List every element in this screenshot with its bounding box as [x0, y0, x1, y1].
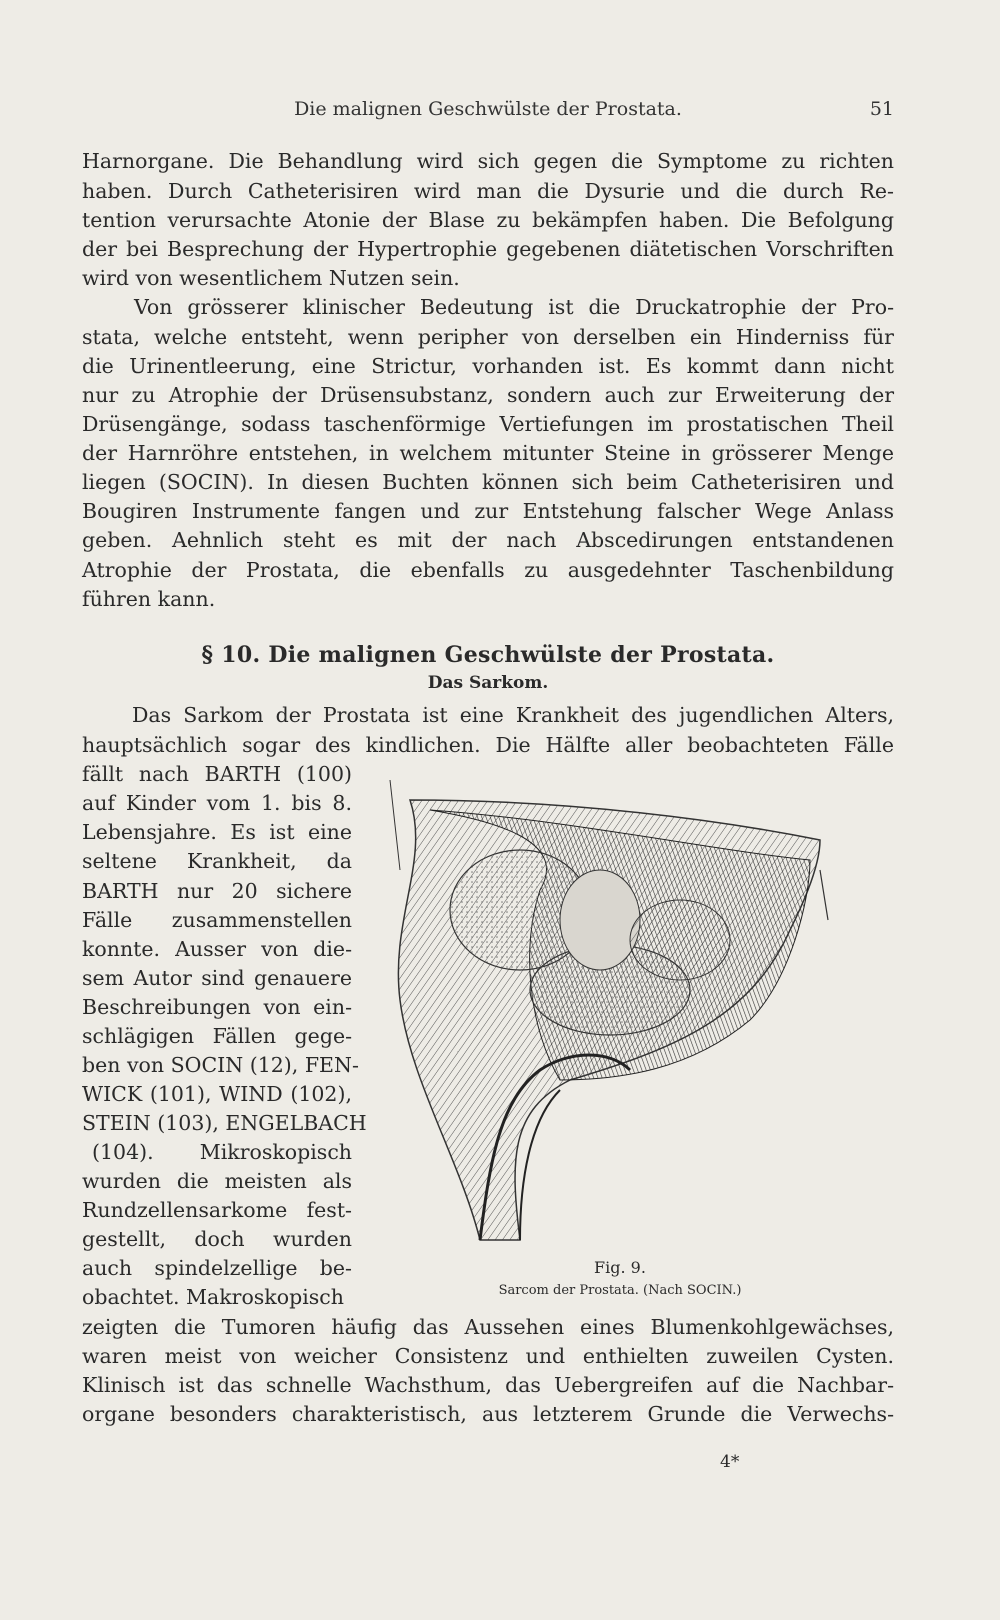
text-line: auf Kinder vom 1. bis 8. — [82, 791, 352, 815]
signature-mark: 4* — [720, 1452, 740, 1472]
text-line: Von grösserer klinischer Bedeutung ist die Druckatrophie der Pro- — [134, 295, 894, 319]
text-line: Bougiren Instrumente fangen und zur Entstehung falscher Wege Anlass — [82, 499, 894, 523]
text-line: zeigten die Tumoren häufig das Aussehen eines Blumenkohlgewächses, — [82, 1315, 894, 1339]
text-line: stata, welche entsteht, wenn peripher von derselben ein Hinderniss für — [82, 325, 894, 349]
prostate-sarcoma-illustration — [370, 780, 870, 1260]
page-number: 51 — [869, 98, 894, 120]
section-subheading: Das Sarkom. — [427, 673, 549, 693]
text-line: organe besonders charakteristisch, aus letzterem Grunde die Verwechs- — [82, 1402, 894, 1426]
text-line: Lebensjahre. Es ist eine — [82, 820, 352, 844]
text-line: gestellt, doch wurden — [82, 1227, 352, 1251]
text-line: fällt nach BARTH (100) — [82, 762, 352, 786]
figure-label: Fig. 9. — [594, 1258, 646, 1277]
text-line: wurden die meisten als — [82, 1169, 352, 1193]
running-title: Die malignen Geschwülste der Prostata. — [294, 98, 682, 120]
text-line: ben von SOCIN (12), FEN- — [82, 1053, 359, 1077]
text-line: wird von wesentlichem Nutzen sein. — [82, 266, 460, 290]
text-line: führen kann. — [82, 587, 216, 611]
running-header — [82, 98, 894, 128]
figure-caption: Sarcom der Prostata. (Nach SOCIN.) — [498, 1283, 742, 1298]
text-line: seltene Krankheit, da — [82, 849, 352, 873]
text-line: Rundzellensarkome fest- — [82, 1198, 352, 1222]
text-line: tention verursachte Atonie der Blase zu bekämpfen haben. Die Befolgung — [82, 208, 894, 232]
text-line: Das Sarkom der Prostata ist eine Krankheit des jugendlichen Alters, — [132, 703, 894, 727]
text-line: (104). Mikroskopisch — [92, 1140, 352, 1164]
text-line: nur zu Atrophie der Drüsensubstanz, sondern auch zur Erweiterung der — [82, 383, 894, 407]
text-line: konnte. Ausser von die- — [82, 937, 352, 961]
text-line: WICK (101), WIND (102), — [82, 1082, 352, 1106]
text-line: STEIN (103), ENGELBACH — [82, 1111, 367, 1135]
text-line: geben. Aehnlich steht es mit der nach Abscedirungen entstandenen — [82, 528, 894, 552]
text-line: sem Autor sind genauere — [82, 966, 352, 990]
text-line: Klinisch ist das schnelle Wachsthum, das Uebergreifen auf die Nachbar- — [82, 1373, 894, 1397]
text-line: schlägigen Fällen gege- — [82, 1024, 352, 1048]
text-line: Harnorgane. Die Behandlung wird sich gegen die Symptome zu richten — [82, 149, 894, 173]
text-line: Atrophie der Prostata, die ebenfalls zu ausgedehnter Taschenbildung — [82, 558, 894, 582]
section-heading: § 10. Die malignen Geschwülste der Prostata. — [201, 642, 775, 668]
text-line: Fälle zusammenstellen — [82, 908, 352, 932]
text-line: liegen (SOCIN). In diesen Buchten können sich beim Catheterisiren und — [82, 470, 894, 494]
text-line: hauptsächlich sogar des kindlichen. Die Hälfte aller beobachteten Fälle — [82, 733, 894, 757]
text-line: Drüsengänge, sodass taschenförmige Vertiefungen im prostatischen Theil — [82, 412, 894, 436]
text-line: obachtet. Makroskopisch — [82, 1285, 344, 1309]
text-line: auch spindelzellige be- — [82, 1256, 352, 1280]
text-line: haben. Durch Catheterisiren wird man die Dysurie und die durch Re- — [82, 179, 894, 203]
text-line: Beschreibungen von ein- — [82, 995, 352, 1019]
text-line: der Harnröhre entstehen, in welchem mitunter Steine in grösserer Menge — [82, 441, 894, 465]
text-line: der bei Besprechung der Hypertrophie gegebenen diätetischen Vorschriften — [82, 237, 894, 261]
text-line: waren meist von weicher Consistenz und enthielten zuweilen Cysten. — [82, 1344, 894, 1368]
text-line: BARTH nur 20 sichere — [82, 879, 352, 903]
text-line: die Urinentleerung, eine Strictur, vorhanden ist. Es kommt dann nicht — [82, 354, 894, 378]
